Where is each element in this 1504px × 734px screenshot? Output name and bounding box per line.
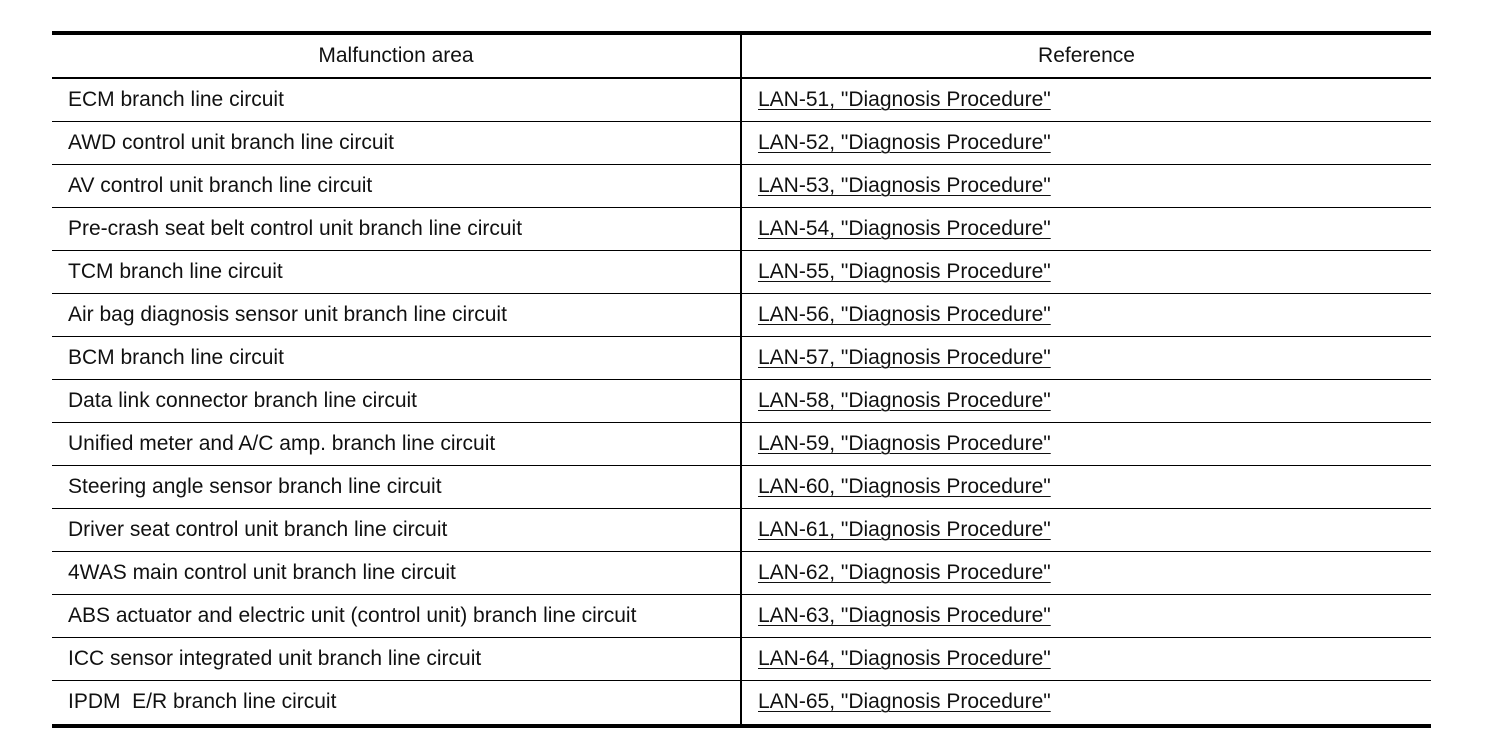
reference-link[interactable]: LAN-57, "Diagnosis Procedure" — [758, 346, 1051, 369]
table-body — [52, 78, 1431, 726]
malfunction-area-cell: Data link connector branch line circuit — [52, 380, 741, 423]
malfunction-area-cell: IPDM E/R branch line circuit — [52, 681, 741, 726]
table-row — [52, 509, 1431, 552]
table-row — [52, 251, 1431, 294]
reference-link[interactable]: LAN-54, "Diagnosis Procedure" — [758, 217, 1051, 240]
table-row — [52, 208, 1431, 251]
reference-link[interactable]: LAN-61, "Diagnosis Procedure" — [758, 518, 1051, 541]
table-row — [52, 681, 1431, 726]
table-header-row — [52, 33, 1431, 78]
table-row — [52, 380, 1431, 423]
malfunction-area-cell: Air bag diagnosis sensor unit branch line circuit — [52, 294, 741, 337]
reference-link[interactable]: LAN-55, "Diagnosis Procedure" — [758, 260, 1051, 283]
malfunction-area-cell: ICC sensor integrated unit branch line circuit — [52, 638, 741, 681]
reference-link[interactable]: LAN-60, "Diagnosis Procedure" — [758, 475, 1051, 498]
reference-link[interactable]: LAN-52, "Diagnosis Procedure" — [758, 131, 1051, 154]
reference-link[interactable]: LAN-59, "Diagnosis Procedure" — [758, 432, 1051, 455]
malfunction-area-cell: AV control unit branch line circuit — [52, 165, 741, 208]
table-row — [52, 78, 1431, 122]
table-row — [52, 466, 1431, 509]
table-row — [52, 423, 1431, 466]
header-reference: Reference — [741, 33, 1431, 78]
reference-link[interactable]: LAN-51, "Diagnosis Procedure" — [758, 88, 1051, 111]
reference-link[interactable]: LAN-56, "Diagnosis Procedure" — [758, 303, 1051, 326]
reference-link[interactable]: LAN-53, "Diagnosis Procedure" — [758, 174, 1051, 197]
malfunction-area-cell: Unified meter and A/C amp. branch line circuit — [52, 423, 741, 466]
malfunction-area-cell: Steering angle sensor branch line circuit — [52, 466, 741, 509]
table-row — [52, 294, 1431, 337]
table-row — [52, 638, 1431, 681]
malfunction-area-cell: ECM branch line circuit — [52, 78, 741, 122]
reference-link[interactable]: LAN-62, "Diagnosis Procedure" — [758, 561, 1051, 584]
malfunction-area-cell: BCM branch line circuit — [52, 337, 741, 380]
malfunction-area-cell: ABS actuator and electric unit (control unit) branch line circuit — [52, 595, 741, 638]
malfunction-area-cell: Pre-crash seat belt control unit branch line circuit — [52, 208, 741, 251]
table-row — [52, 552, 1431, 595]
reference-link[interactable]: LAN-64, "Diagnosis Procedure" — [758, 647, 1051, 670]
table-row — [52, 122, 1431, 165]
table-row — [52, 595, 1431, 638]
table-row — [52, 337, 1431, 380]
malfunction-area-cell: AWD control unit branch line circuit — [52, 122, 741, 165]
header-malfunction-area: Malfunction area — [52, 33, 741, 78]
malfunction-area-cell: Driver seat control unit branch line circuit — [52, 509, 741, 552]
reference-link[interactable]: LAN-65, "Diagnosis Procedure" — [758, 690, 1051, 714]
malfunction-reference-table — [52, 31, 1431, 728]
reference-link[interactable]: LAN-58, "Diagnosis Procedure" — [758, 389, 1051, 412]
malfunction-area-cell: 4WAS main control unit branch line circuit — [52, 552, 741, 595]
reference-link[interactable]: LAN-63, "Diagnosis Procedure" — [758, 604, 1051, 627]
malfunction-area-cell: TCM branch line circuit — [52, 251, 741, 294]
table-row — [52, 165, 1431, 208]
